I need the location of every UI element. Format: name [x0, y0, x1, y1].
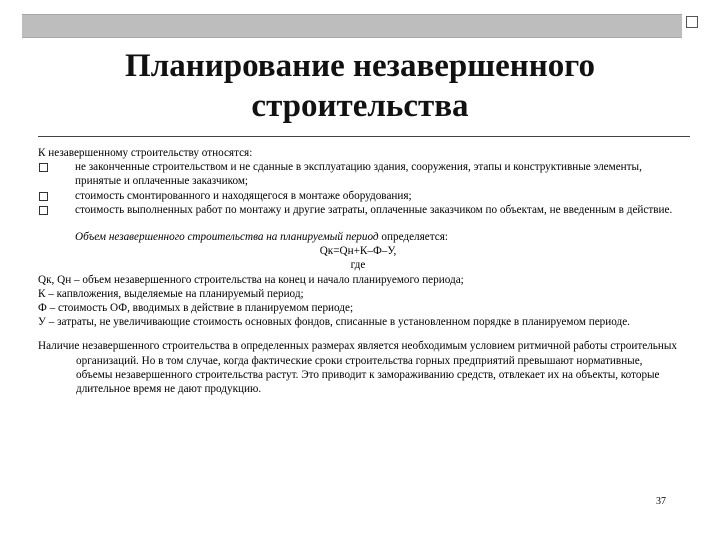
title-line-1: Планирование незавершенного — [125, 48, 595, 84]
formula: Qк=Qн+К–Ф–У, — [319, 245, 397, 258]
volume-italic-text: Объем незавершенного строительства на планируемый период — [75, 231, 379, 244]
bullet-item — [38, 189, 678, 203]
corner-square-decoration — [686, 16, 698, 28]
conclusion-paragraph: Наличие незавершенного строительства в определенных размерах является необходимым условием ритмичной работы строительных организаций. Но в том случае, когда фактические сроки строительства горных предприятий превышают нормативные, объемы незавершенного строительства растут. Это приводит к замораживанию средств, отвлекает их на объекты, которые длительное время не дают продукцию. — [38, 340, 678, 396]
definition-item: К – капвложения, выделяемые на планируемый период; — [38, 287, 304, 300]
volume-rest-text: определяется: — [378, 231, 448, 244]
page-number: 37 — [656, 496, 666, 507]
slide-title — [60, 46, 660, 126]
definition-item: Ф – стоимость ОФ, вводимых в действие в планируемом периоде; — [38, 302, 354, 315]
square-bullet-icon — [39, 206, 48, 215]
bullet-item — [38, 203, 678, 217]
definition-item: У – затраты, не увеличивающие стоимость основных фондов, списанные в установленном порядке в планируемом периоде. — [38, 316, 630, 329]
title-line-2: строительства — [251, 88, 469, 124]
where-text: где — [350, 259, 366, 272]
definition-item: Qк, Qн – объем незавершенного строительства на конец и начало планируемого периода; — [38, 273, 464, 286]
square-bullet-icon — [39, 163, 48, 172]
bullet-text: стоимость смонтированного и находящегося в монтаже оборудования; — [75, 189, 412, 202]
bullet-text: не законченные строительством и не сданные в эксплуатацию здания, сооружения, этапы и конструктивные элементы, принятые и оплаченные заказчиком; — [75, 161, 642, 188]
title-divider — [38, 136, 690, 137]
bullet-text: стоимость выполненных работ по монтажу и другие затраты, оплаченные заказчиком по объектам, не введенным в действие. — [75, 203, 673, 216]
volume-definition — [38, 230, 678, 244]
square-bullet-icon — [39, 192, 48, 201]
intro-text: К незавершенному строительству относятся: — [38, 147, 253, 159]
bullet-item — [38, 160, 678, 188]
slide-body — [38, 146, 678, 396]
header-bar — [22, 14, 682, 38]
